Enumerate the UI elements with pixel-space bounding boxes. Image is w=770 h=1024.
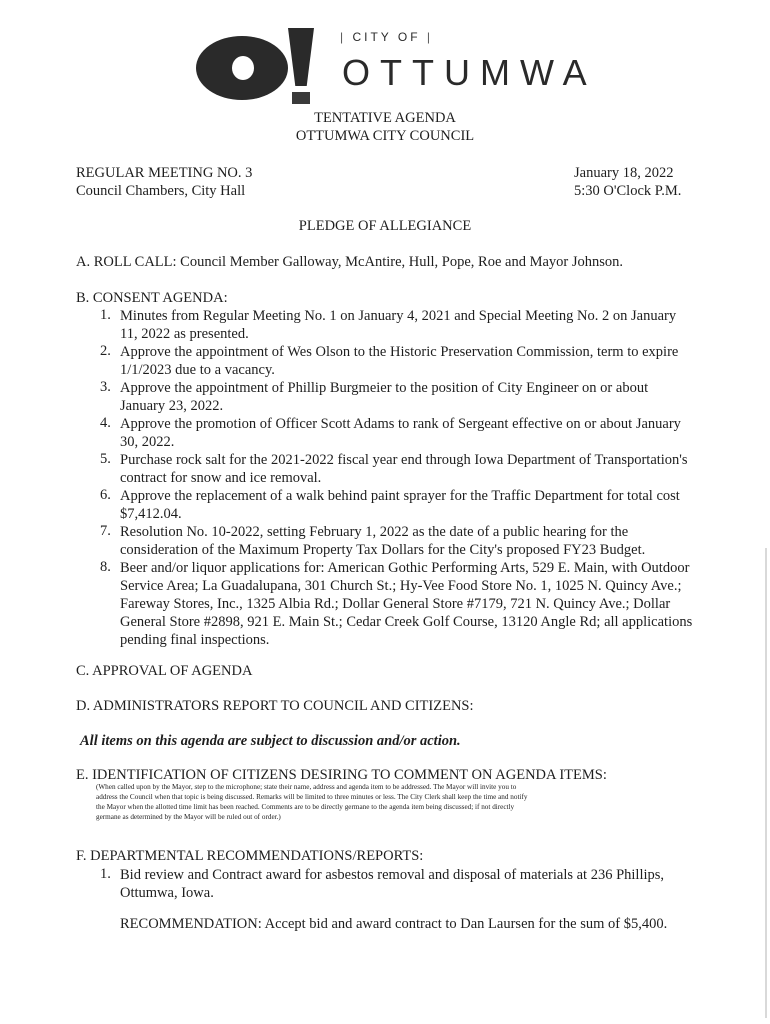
logo-o-mark (196, 36, 288, 100)
consent-item-number: 5. (100, 451, 111, 467)
meeting-date: January 18, 2022 (574, 165, 674, 181)
consent-item-text: consideration of the Maximum Property Tax Dollars for the City's proposed FY23 Budget. (120, 542, 646, 558)
consent-item-number: 8. (100, 559, 111, 575)
consent-item-text: Resolution No. 10-2022, setting February 1, 2022 as the date of a public hearing for the (120, 524, 629, 540)
logo-city-of-text: CITY OF (352, 30, 421, 44)
logo-exclamation-dot (292, 92, 310, 104)
consent-item-text: $7,412.04. (120, 506, 182, 522)
section-c-approval: C. APPROVAL OF AGENDA (76, 663, 253, 679)
consent-item-text: 11, 2022 as presented. (120, 326, 249, 342)
meeting-time: 5:30 O'Clock P.M. (574, 183, 682, 199)
consent-item-text: pending final inspections. (120, 632, 270, 648)
dept-item-number: 1. (100, 866, 111, 882)
consent-item-text: Beer and/or liquor applications for: American Gothic Performing Arts, 529 E. Main, with Outdoor (120, 560, 690, 576)
consent-item-text: 1/1/2023 due to a vacancy. (120, 362, 275, 378)
consent-item-text: Approve the replacement of a walk behind paint sprayer for the Traffic Department for total cost (120, 488, 680, 504)
discussion-notice: All items on this agenda are subject to discussion and/or action. (80, 733, 461, 749)
scan-edge-line (765, 548, 767, 1018)
consent-item-number: 1. (100, 307, 111, 323)
consent-item-text: contract for snow and ice removal. (120, 470, 322, 486)
meeting-number: REGULAR MEETING NO. 3 (76, 165, 253, 181)
consent-item-text: 30, 2022. (120, 434, 175, 450)
consent-item-text: General Store #2898, 921 E. Main St.; Cedar Creek Golf Course, 13120 Angle Rd; all applications (120, 614, 693, 630)
consent-item-text: Approve the appointment of Phillip Burgmeier to the position of City Engineer on or about (120, 380, 649, 396)
logo-city-of: | CITY OF | (340, 30, 434, 44)
dept-item-text: Bid review and Contract award for asbestos removal and disposal of materials at 236 Phillips, (120, 867, 665, 883)
comment-rules-note: (When called upon by the Mayor, step to the microphone; state their name, address and agenda item to be addressed. The Mayor will invite you to (96, 783, 517, 791)
dept-item-text: Ottumwa, Iowa. (120, 885, 214, 901)
section-e-citizen-comments: E. IDENTIFICATION OF CITIZENS DESIRING TO COMMENT ON AGENDA ITEMS: (76, 767, 607, 783)
logo-exclamation-mark (288, 28, 314, 86)
section-f-departmental: F. DEPARTMENTAL RECOMMENDATIONS/REPORTS: (76, 848, 424, 864)
comment-rules-note: germane as determined by the Mayor will be ruled out of order.) (96, 813, 281, 821)
city-logo (196, 22, 596, 104)
section-b-consent: B. CONSENT AGENDA: (76, 290, 228, 306)
consent-item-text: Purchase rock salt for the 2021-2022 fiscal year end through Iowa Department of Transportation's (120, 452, 688, 468)
agenda-title: TENTATIVE AGENDA (314, 110, 456, 126)
consent-item-number: 2. (100, 343, 111, 359)
pledge-heading: PLEDGE OF ALLEGIANCE (298, 218, 472, 234)
comment-rules-note: address the Council when that topic is being discussed. Remarks will be limited to three minutes or less. The City Clerk shall keep the time and notify (96, 793, 528, 801)
meeting-location: Council Chambers, City Hall (76, 183, 246, 199)
consent-item-text: Service Area; La Guadalupana, 301 Church St.; Hy-Vee Food Store No. 1, 1025 N. Quincy Ave.; (120, 578, 682, 594)
consent-item-number: 6. (100, 487, 111, 503)
section-a-roll-call: A. ROLL CALL: Council Member Galloway, McAntire, Hull, Pope, Roe and Mayor Johnson. (76, 254, 624, 270)
comment-rules-note: the Mayor when the allotted time limit has been reached. Comments are to be directly germane to the agenda item being discussed; if not directly (96, 803, 515, 811)
recommendation: RECOMMENDATION: Accept bid and award contract to Dan Laursen for the sum of $5,400. (120, 916, 668, 932)
council-title: OTTUMWA CITY COUNCIL (295, 128, 475, 144)
consent-item-text: Fareway Stores, Inc., 1325 Albia Rd.; Dollar General Store #7179, 721 N. Quincy Ave.; Dollar (120, 596, 671, 612)
section-d-administrators-report: D. ADMINISTRATORS REPORT TO COUNCIL AND CITIZENS: (76, 698, 474, 714)
consent-item-number: 3. (100, 379, 111, 395)
consent-item-text: Approve the promotion of Officer Scott Adams to rank of Sergeant effective on or about January (120, 416, 681, 432)
consent-item-text: Minutes from Regular Meeting No. 1 on January 4, 2021 and Special Meeting No. 2 on January (120, 308, 677, 324)
consent-item-number: 4. (100, 415, 111, 431)
consent-item-number: 7. (100, 523, 111, 539)
consent-item-text: January 23, 2022. (120, 398, 224, 414)
consent-item-text: Approve the appointment of Wes Olson to the Historic Preservation Commission, term to expire (120, 344, 679, 360)
logo-city-name: OTTUMWA (342, 52, 597, 93)
